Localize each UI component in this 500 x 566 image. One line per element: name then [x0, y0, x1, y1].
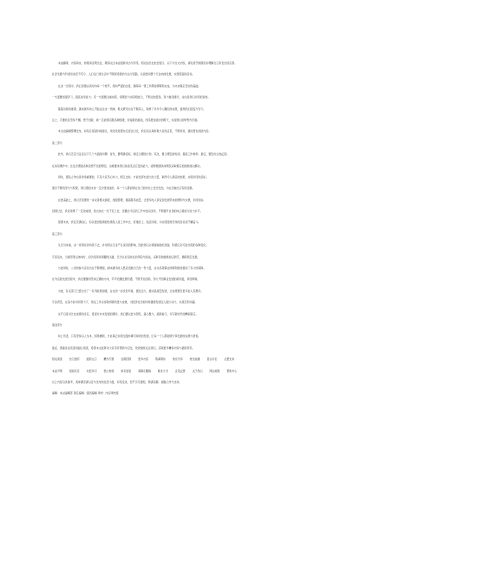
text-line: 最后，感谢各位读者的耐心阅读，希望本文能够对大家有所帮助与启发，欢迎继续关注我们，获取更多精彩内容与最新资讯。 — [52, 346, 195, 350]
text-line: 展望未来，我们充满信心，将以更加饱满的热情投入到工作中去，迎难而上，锐意进取，为实现更加宏伟的目标而不懈奋斗。 — [58, 221, 201, 225]
text-line: 本站声明 版权所有 未经许可 禁止转载 如有侵权 请联系删除 联系方式 意见反馈 关于我们 网站地图 帮助中心 — [52, 369, 237, 373]
text-line: 随着时间的推移，越来越多的人开始关注这一领域，相关研究也在不断深入，取得了许多令人瞩目的成果，值得我们借鉴与学习。 — [58, 107, 206, 111]
text-line: 综上所述，只有坚持以人为本，统筹兼顾，才能真正实现全面协调可持续的发展，让每一个人都能够分享发展的成果与喜悦。 — [58, 335, 201, 339]
text-line: 在此基础上，我们还需要进一步完善相关制度，加强管理，提高服务质量，让更多的人享受到发展带来的便利与实惠，共同进步。 — [58, 198, 206, 202]
document-body — [52, 58, 452, 400]
text-line: 相关阅读 热门推荐 最新文章 精选专题 往期回顾 更多内容 敬请期待 欢迎分享 转发收藏 留言评论 点赞支持 — [52, 358, 235, 362]
text-line: 通过不断的努力与积累，我们相信未来一定会更加美好，每一个人都能够在自己的岗位上发光发热，为社会做出应有的贡献。 — [52, 187, 195, 191]
text-line: 同时，团队合作也是非常重要的，只有大家齐心协力，相互支持，才能发挥出最大的力量，取得令人满意的结果，实现共同的目标。 — [58, 175, 209, 179]
text-line: 从长远来看，这一趋势将会持续下去，并对相关行业产生深远的影响，因此我们必须提前做好准备，积极应对可能出现的各种变化。 — [58, 244, 209, 248]
text-line: 可以预见，在各方的共同努力下，相关工作必将取得新的更大成效，为经济社会的持续健康发展注入强大动力，实现互利共赢。 — [52, 301, 198, 305]
text-line: 第四部分 — [52, 323, 63, 327]
text-line: 此外，我们还应当注意以下几个方面的问题：首先，要明确目标，制定合理的计划；其次，要合理安排时间，提高工作效率；最后，要及时总结反思。 — [58, 153, 230, 157]
text-line: 为此，有关部门已经出台了一系列政策措施，旨在进一步优化环境，激发活力，推动高质量发展，让成果惠及更多的人民群众。 — [58, 289, 204, 293]
text-line: 在实际操作中，往往会遇到各种意想不到的情况，这就要求我们具备灵活应变的能力，能够根据具体情况采取相应的措施加以解决。 — [52, 164, 203, 168]
text-line: 第三部分 — [52, 232, 63, 236]
text-line: 在今后的发展过程中，我们要继续坚持正确的方向，牢牢把握发展机遇，不断开拓创新，努力开创事业发展的新局面，再创辉煌。 — [52, 278, 200, 282]
text-line: 总之，只要我们坚持不懈，勇于创新，就一定能够克服各种困难，迎接新的挑战，创造更加美好的明天，实现我们的梦想与价值。 — [52, 118, 200, 122]
text-line: 回顾过去，我们取得了一定的成绩，但也存在一些不足之处，需要在今后的工作中加以改进，不断提升自身的综合素质与能力水平。 — [52, 210, 203, 214]
text-line: 编辑：本站编辑部 责任编辑：值班编辑 审核：内容审核组 — [52, 392, 119, 396]
text-line: 一方面要加强学习，提高自身能力；另一方面要注重实践，将理论与实际相结合，不断总结经验，努力做到更好，这也是我们共同的追求。 — [52, 96, 211, 100]
text-line: 专家指出，当前形势总体向好，但仍需保持清醒的头脑，充分认识到存在的风险与挑战，采取有效措施加以防范，确保稳定发展。 — [52, 255, 200, 259]
text-line: 第二部分 — [52, 141, 63, 145]
text-line: 这不仅是对过去成绩的肯定，更是对未来发展的期许，我们要以此为契机，凝心聚力，砥砺前行，书写新时代的精彩篇章。 — [58, 312, 199, 316]
text-line: 在这一过程中，我们需要认真对待每一个细节，保持严谨的态度，确保每一项工作都能够顺利完成，为未来奠定坚实的基础。 — [58, 84, 201, 88]
text-line: 本站翻译，内容真实，转载请注明出处，敬请关注本站最新动态与资讯。相关信息在此处展示，以下为全文内容，请读者仔细阅读并理解文章所表达的意思。 — [58, 62, 237, 65]
text-line: 社会发展与科技进步密不可分，人们在日常生活中不断探索新的方法与思路，从而推动整个行业向前发展，实现更高的目标。 — [52, 73, 195, 77]
text-line: 本文由编辑整理发布，如有任何疑问或建议，欢迎读者朋友们留言讨论，我们将认真听取大家的意见，不断改进，提供更优质的内容。 — [58, 130, 212, 134]
text-line: 与此同时，公众的参与意识也在不断增强，越来越多的人愿意贡献自己的一份力量，这为各项事业的顺利推进提供了有力的保障。 — [58, 267, 206, 271]
text-line: 以上内容仅供参考，具体情况请以官方发布的信息为准，如有变动，恕不另行通知，敬请谅解，谢谢合作与支持。 — [52, 380, 182, 384]
